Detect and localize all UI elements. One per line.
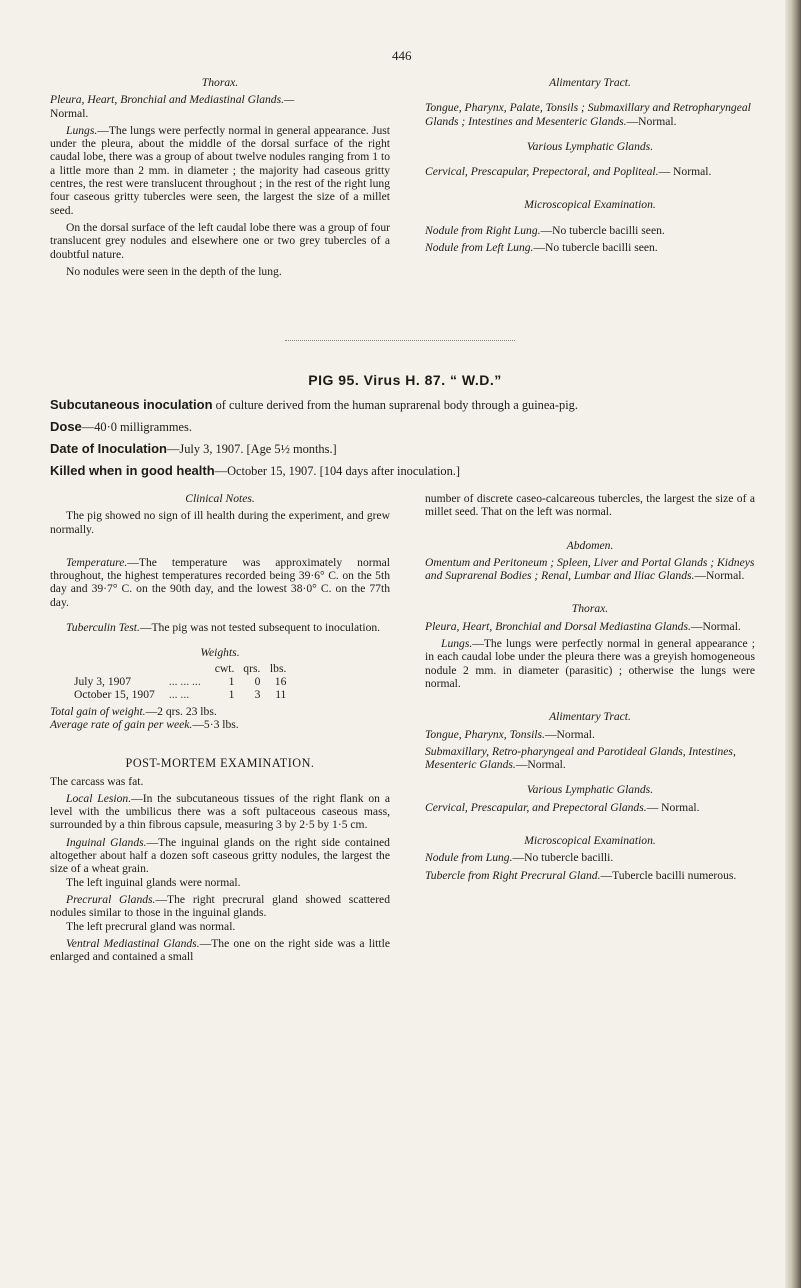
paragraph: Pleura, Heart, Bronchial and Dorsal Mediastina Glands.—Normal. — [425, 619, 741, 633]
paragraph: Ventral Mediastinal Glands.—The one on the right side was a little enlarged and contained a small — [50, 936, 390, 964]
paragraph: Lungs.—The lungs were perfectly normal in general appearance. Just under the pleura, about the middle of the dorsal surface of the right caudal lobe, there was a group of about twelve nodules ranging from 1 to a little more than 2 mm. in diameter ; the majority had caseous gritty centres, the rest were translucent throughout ; in the rest of the right lung four caseous gritty tubercles were seen, the largest the size of a millet seed. — [50, 123, 390, 217]
bottom-right-column — [425, 492, 755, 886]
page-number: 446 — [392, 48, 412, 63]
post-mortem-heading: POST-MORTEM EXAMINATION. — [125, 756, 315, 771]
weights-table — [70, 662, 290, 701]
sub-heading: Microscopical Examination. — [524, 198, 656, 212]
paragraph: Omentum and Peritoneum ; Spleen, Liver and Portal Glands ; Kidneys and Suprarenal Bodies ; Renal, Lumbar and Iliac Glands.—Normal. — [425, 555, 755, 583]
sub-heading: Various Lymphatic Glands. — [526, 139, 654, 153]
paragraph: Nodule from Lung.—No tubercle bacilli. — [425, 851, 614, 865]
paragraph: The left inguinal glands were normal. — [66, 875, 241, 889]
paragraph: Nodule from Left Lung.—No tubercle bacilli seen. — [425, 241, 658, 255]
total-gain: Total gain of weight.—2 qrs. 23 lbs. — [50, 704, 217, 718]
bottom-left-column — [50, 492, 390, 967]
paragraph: Precrural Glands.—The right precrural gland showed scattered nodules similar to those in the inguinal glands. — [50, 892, 390, 920]
section-heading: Abdomen. — [566, 538, 614, 552]
paragraph: Tongue, Pharynx, Palate, Tonsils ; Submaxillary and Retropharyngeal Glands ; Intestines and Mesenteric Glands.—Normal. — [425, 101, 751, 128]
weights-heading: Weights. — [200, 646, 240, 660]
paragraph: No nodules were seen in the depth of the lung. — [66, 264, 282, 278]
inoculation-line: Subcutaneous inoculation of culture derived from the human suprarenal body through a guinea-pig. — [50, 397, 578, 412]
top-right-column — [425, 76, 755, 258]
sub-heading: Microscopical Examination. — [524, 834, 656, 848]
paragraph: The left precrural gland was normal. — [66, 919, 236, 933]
paragraph: Nodule from Right Lung.—No tubercle bacilli seen. — [425, 223, 665, 237]
paragraph: The pig showed no sign of ill health during the experiment, and grew normally. — [50, 509, 390, 536]
dose-line: Dose—40·0 milligrammes. — [50, 419, 192, 434]
paragraph: Tongue, Pharynx, Tonsils.—Normal. — [425, 727, 595, 741]
section-heading: Clinical Notes. — [185, 492, 255, 505]
paragraph: Inguinal Glands.—The inguinal glands on the right side contained altogether about half a dozen soft caseous gritty nodules, the largest the size of a wheat grain. — [50, 835, 390, 876]
paragraph: Tuberculin Test.—The pig was not tested subsequent to inoculation. — [66, 621, 381, 635]
killed-line: Killed when in good health—October 15, 1907. [104 days after inoculation.] — [50, 463, 461, 478]
weights-units-row: cwt. qrs. lbs. — [214, 661, 287, 675]
run-in-heading: Pleura, Heart, Bronchial and Mediastinal Glands.— — [50, 93, 295, 107]
section-heading: Alimentary Tract. — [549, 76, 631, 89]
paragraph: On the dorsal surface of the left caudal lobe there was a group of four translucent grey nodules and elsewhere one or two grey tubercles of a doubtful nature. — [50, 220, 390, 261]
paragraph: The carcass was fat. — [50, 774, 144, 788]
section-heading: Thorax. — [201, 76, 239, 89]
paragraph: Local Lesion.—In the subcutaneous tissues of the right flank on a level with the umbilicus there was a soft pultaceous caseous mass, surrounded by a thin fibrous capsule, measuring 3 by 2·5 by 1·5 cm. — [50, 791, 390, 832]
table-row: July 3, 1907 ... ... ... 1 0 16 — [74, 674, 287, 688]
average-gain: Average rate of gain per week.—5·3 lbs. — [50, 717, 239, 731]
paragraph: Submaxillary, Retro-pharyngeal and Parotideal Glands, Intestines, Mesenteric Glands.—Normal. — [425, 744, 736, 772]
section-heading: Thorax. — [571, 602, 609, 616]
banner-title: PIG 95. Virus H. 87. “ W.D.” — [308, 372, 502, 388]
experiment-banner — [50, 372, 760, 482]
paragraph: number of discrete caseo-calcareous tubercles, the largest the size of a millet seed. That on the left was normal. — [425, 492, 755, 519]
table-row: October 15, 1907 ... ... 1 3 11 — [74, 687, 287, 701]
paragraph: Cervical, Prescapular, Prepectoral, and Popliteal.— Normal. — [425, 165, 712, 179]
sub-heading: Various Lymphatic Glands. — [526, 783, 654, 797]
paragraph: Cervical, Prescapular, and Prepectoral Glands.— Normal. — [425, 800, 700, 814]
date-line: Date of Inoculation—July 3, 1907. [Age 5½ months.] — [50, 441, 337, 456]
divider — [285, 340, 515, 341]
paragraph: Temperature.—The temperature was approximately normal throughout, the highest temperatures recorded being 39·6° C. on the 5th day and 39·7° C. on the 90th day, and the lowest 38·0° C. on the 77th day. — [50, 555, 390, 609]
paragraph: Lungs.—The lungs were perfectly normal in general appearance ; in each caudal lobe under the pleura there was a greyish homogeneous nodule 2 mm. in diameter (parasitic) ; otherwise the lungs were normal. — [425, 637, 755, 690]
page-edge-shadow — [785, 0, 801, 1288]
section-heading: Alimentary Tract. — [549, 710, 631, 724]
paragraph: Tubercle from Right Precrural Gland.—Tubercle bacilli numerous. — [425, 868, 737, 882]
top-left-column: Thorax. Pleura, Heart, Bronchial and Mediastinal Glands.— Normal. Lungs.—The lungs were perfectly normal in general appearance. Just under the pleura, about the middle of the dorsal surface of the right caudal lobe, there was a group of about twelve nodules ranging from 1 to a little more than 2 mm. in diameter ; the majority had caseous gritty centres, the rest were translucent throughout ; in the rest of the right lung four caseous gritty tubercles were seen, the largest the size of a millet seed. On the dorsal surface of the left caudal lobe there was a group of four translucent grey nodules and elsewhere one or two grey tubercles of a doubtful nature. No nodules were seen in the depth of the lung. — [50, 76, 390, 278]
